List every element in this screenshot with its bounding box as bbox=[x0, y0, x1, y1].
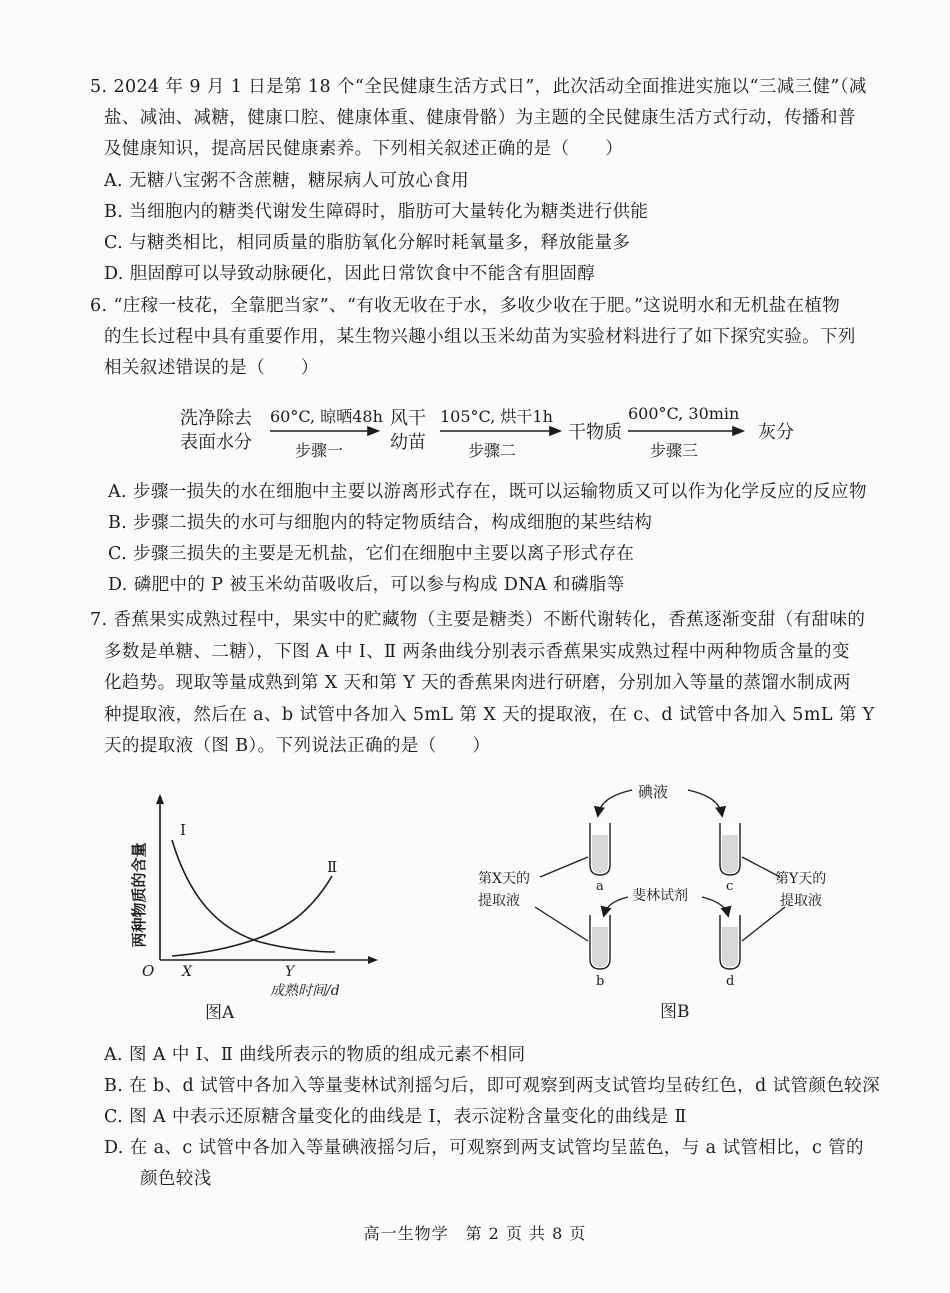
q6-option-d: D. 磷肥中的 P 被玉米幼苗吸收后，可以参与构成 DNA 和磷脂等 bbox=[108, 575, 625, 595]
figb-tube-d-label: d bbox=[726, 974, 735, 989]
figb-right-label-2: 提取液 bbox=[780, 893, 822, 909]
figb-right-label-1: 第Y天的 bbox=[775, 871, 827, 887]
figb-iodine-arrow-left bbox=[598, 790, 632, 815]
q6-option-b: B. 步骤二损失的水可与细胞内的特定物质结合，构成细胞的某些结构 bbox=[108, 513, 653, 533]
q7-option-d-cont: 颜色较浅 bbox=[140, 1169, 212, 1189]
q6-option-a: A. 步骤一损失的水在细胞中主要以游离形式存在，既可以运输物质又可以作为化学反应的反应物 bbox=[108, 482, 867, 502]
q5-option-d: D. 胆固醇可以导致动脉硬化，因此日常饮食中不能含有胆固醇 bbox=[104, 264, 596, 284]
figa-y-arrow bbox=[156, 794, 164, 804]
flow-arrow1-step: 步骤一 bbox=[295, 441, 344, 460]
flow-arrow2-step: 步骤二 bbox=[468, 441, 517, 460]
figa-ylabel: 两种物质的含量 bbox=[130, 842, 148, 948]
q7-stem-line-3: 化趋势。现取等量成熟到第 X 天和第 Y 天的香蕉果肉进行研磨，分别加入等量的蒸馏水制成两 bbox=[104, 673, 851, 693]
q5-stem-line-2: 盐、减油、减糖，健康口腔、健康体重、健康骨骼）为主题的全民健康生活方式行动，传播和普 bbox=[104, 108, 856, 128]
q7-option-b: B. 在 b、d 试管中各加入等量斐林试剂摇匀后，即可观察到两支试管均呈砖红色，d 试管颜色较深 bbox=[104, 1076, 880, 1096]
figure-b bbox=[470, 775, 870, 1025]
figb-top-label: 碘液 bbox=[638, 783, 669, 801]
q5-stem-line-3: 及健康知识，提高居民健康素养。下列相关叙述正确的是（ ） bbox=[104, 139, 624, 159]
figb-tube-b bbox=[590, 915, 610, 989]
figa-x-tick: X bbox=[182, 964, 192, 980]
page-footer: 高一生物学 第 2 页 共 8 页 bbox=[363, 1224, 587, 1243]
figb-middle-label: 斐林试剂 bbox=[632, 888, 688, 904]
flow-node1-line-1: 风干 bbox=[390, 408, 426, 429]
flow-node1-line-2: 幼苗 bbox=[390, 432, 426, 453]
q7-option-d: D. 在 a、c 试管中各加入等量碘液摇匀后，可观察到两支试管均呈蓝色，与 a 试管相比，c 管的 bbox=[104, 1138, 864, 1158]
figa-y-tick: Y bbox=[285, 964, 295, 980]
figa-curve-1 bbox=[172, 840, 338, 952]
figb-caption: 图B bbox=[660, 1002, 690, 1022]
q6-option-c: C. 步骤三损失的主要是无机盐，它们在细胞中主要以离子形式存在 bbox=[108, 544, 635, 564]
q5-stem-line-1: 5. 2024 年 9 月 1 日是第 18 个“全民健康生活方式日”，此次活动全面推进实施以“三减三健”（减 bbox=[90, 77, 867, 97]
q6-stem-line-1: 6. “庄稼一枝花，全靠肥当家”、“有收无收在于水，多收少收在于肥。”这说明水和无机盐在植物 bbox=[90, 296, 841, 316]
q5-option-c: C. 与糖类相比，相同质量的脂肪氧化分解时耗氧量多，释放能量多 bbox=[104, 233, 631, 253]
figa-curve-1-label: Ⅰ bbox=[180, 821, 186, 839]
figb-tube-c-label: c bbox=[726, 879, 734, 894]
q7-stem-line-5: 天的提取液（图 B）。下列说法正确的是（ ） bbox=[104, 736, 491, 756]
figb-left-line-to-b bbox=[535, 907, 588, 941]
figb-right-line-to-c bbox=[742, 857, 780, 877]
q6-flow-diagram bbox=[0, 402, 950, 462]
figb-tube-b-label: b bbox=[596, 974, 605, 989]
flow-node3: 灰分 bbox=[758, 422, 794, 443]
q6-stem-line-3: 相关叙述错误的是（ ） bbox=[104, 358, 319, 378]
flow-arrow1-head bbox=[368, 427, 378, 435]
figure-a bbox=[120, 780, 420, 1030]
flow-arrow1-condition: 60°C, 晾晒48h bbox=[270, 407, 383, 426]
flow-arrow2-condition: 105°C, 烘干1h bbox=[440, 407, 553, 426]
flow-arrow2-head bbox=[550, 427, 560, 435]
flow-arrow3-head bbox=[733, 427, 743, 435]
q7-stem-line-2: 多数是单糖、二糖），下图 A 中 Ⅰ、Ⅱ 两条曲线分别表示香蕉果实成熟过程中两种物质含量的变 bbox=[104, 642, 850, 662]
figa-xlabel: 成熟时间/d bbox=[270, 983, 340, 999]
flow-arrows bbox=[0, 402, 950, 462]
flow-arrow3-step: 步骤三 bbox=[650, 441, 699, 460]
q7-stem-line-1: 7. 香蕉果实成熟过程中，果实中的贮藏物（主要是糖类）不断代谢转化，香蕉逐渐变甜（有甜味的 bbox=[90, 610, 866, 630]
figb-tube-a bbox=[590, 823, 610, 894]
figa-origin: O bbox=[142, 962, 155, 980]
figb-tube-a-label: a bbox=[596, 879, 604, 894]
figa-x-arrow bbox=[368, 956, 378, 964]
flow-arrow3-condition: 600°C, 30min bbox=[628, 404, 740, 423]
flow-node2: 干物质 bbox=[568, 422, 622, 443]
q7-stem-line-4: 种提取液，然后在 a、b 试管中各加入 5mL 第 X 天的提取液，在 c、d 试管中各加入 5mL 第 Y bbox=[104, 705, 875, 725]
figa-curve-2 bbox=[172, 876, 332, 956]
figb-tube-d bbox=[720, 915, 740, 989]
flow-start-line-2: 表面水分 bbox=[180, 432, 252, 453]
figb-tube-c bbox=[720, 823, 740, 894]
figb-iodine-arrow-right bbox=[688, 790, 722, 815]
q5-option-b: B. 当细胞内的糖类代谢发生障碍时，脂肪可大量转化为糖类进行供能 bbox=[104, 202, 649, 222]
figa-caption: 图A bbox=[205, 1003, 235, 1023]
figa-curve-2-label: Ⅱ bbox=[327, 858, 338, 876]
flow-start-line-1: 洗净除去 bbox=[180, 408, 252, 429]
figb-fehling-arrow-right bbox=[702, 897, 728, 915]
q7-option-c: C. 图 A 中表示还原糖含量变化的曲线是 Ⅰ，表示淀粉含量变化的曲线是 Ⅱ bbox=[104, 1107, 687, 1127]
figb-right-line-to-d bbox=[742, 907, 785, 941]
q5-option-a: A. 无糖八宝粥不含蔗糖，糖尿病人可放心食用 bbox=[104, 171, 470, 191]
figb-left-label-1: 第X天的 bbox=[478, 871, 530, 887]
figb-fehling-arrow-left bbox=[604, 897, 628, 915]
figb-left-line-to-a bbox=[540, 857, 588, 877]
q6-stem-line-2: 的生长过程中具有重要作用，某生物兴趣小组以玉米幼苗为实验材料进行了如下探究实验。下列 bbox=[104, 327, 856, 347]
figb-left-label-2: 提取液 bbox=[478, 893, 520, 909]
q7-option-a: A. 图 A 中 Ⅰ、Ⅱ 曲线所表示的物质的组成元素不相同 bbox=[104, 1045, 526, 1065]
